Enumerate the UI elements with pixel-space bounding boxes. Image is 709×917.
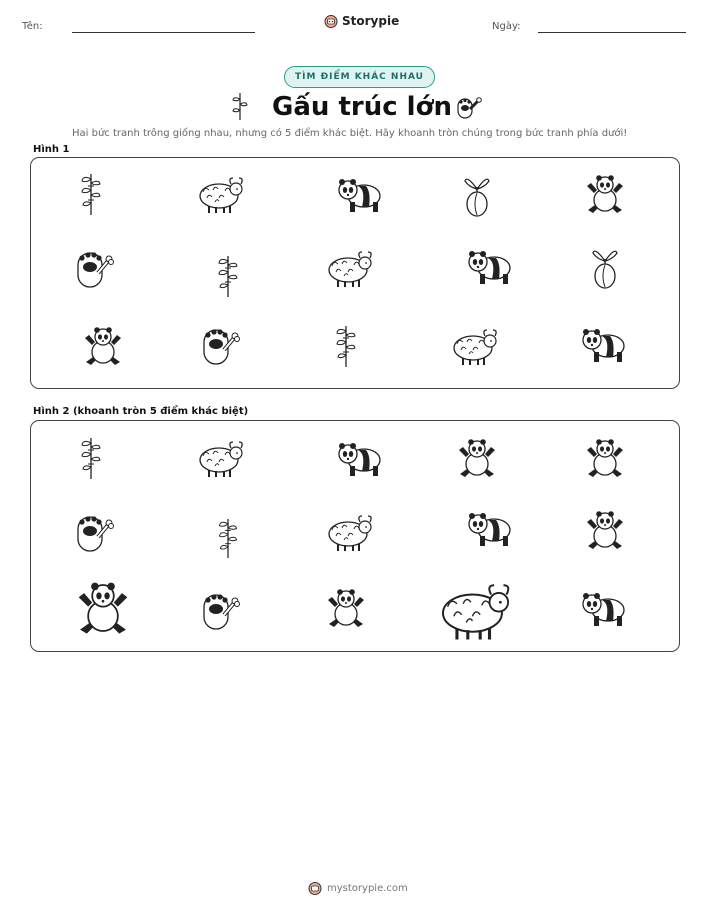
- sitting-panda-icon[interactable]: [457, 438, 497, 482]
- yak-icon: [449, 326, 499, 370]
- bamboo-icon: [335, 324, 357, 372]
- walking-panda-icon[interactable]: [336, 438, 384, 482]
- instructions: Hai bức tranh trông giống nhau, nhưng có 5 điểm khác biệt. Hãy khoanh tròn chúng trong bức tranh phía dưới!: [72, 128, 628, 139]
- sitting-panda-icon: [83, 326, 123, 370]
- bamboo-icon[interactable]: [80, 436, 102, 484]
- brand-logo: [324, 14, 399, 28]
- storypie-logo-icon: [324, 14, 338, 28]
- yak-icon: [195, 174, 245, 218]
- yak-icon[interactable]: [195, 438, 245, 482]
- sitting-panda-icon[interactable]: [326, 588, 366, 632]
- bamboo-icon: [217, 254, 239, 302]
- date-field[interactable]: [538, 32, 686, 33]
- walking-panda-icon[interactable]: [466, 508, 514, 552]
- sitting-panda-icon[interactable]: [585, 510, 625, 554]
- name-field[interactable]: [72, 32, 255, 33]
- bamboo-icon[interactable]: [218, 517, 239, 563]
- walking-panda-icon: [466, 246, 514, 290]
- worksheet-type-badge: TÌM ĐIỂM KHÁC NHAU: [284, 66, 435, 88]
- seed-sprout-icon: [461, 171, 493, 221]
- yak-icon: [324, 248, 374, 292]
- seed-sprout-icon: [589, 243, 621, 293]
- paw-bone-icon: [200, 320, 240, 370]
- walking-panda-icon: [336, 174, 384, 218]
- panel1-caption: Hình 1: [33, 144, 70, 155]
- yak-icon[interactable]: [324, 512, 374, 556]
- page-title: Gấu trúc lớn: [272, 92, 452, 122]
- paw-bone-icon: [74, 243, 114, 293]
- paw-bone-icon[interactable]: [74, 507, 114, 557]
- paw-bone-icon: [455, 91, 483, 121]
- date-label: Ngày:: [492, 21, 521, 32]
- name-label: Tên:: [22, 21, 43, 32]
- paw-bone-icon[interactable]: [200, 585, 240, 635]
- footer: [308, 881, 408, 895]
- bamboo-icon: [231, 91, 249, 121]
- yak-icon[interactable]: [435, 579, 513, 645]
- panel2-caption: Hình 2 (khoanh tròn 5 điểm khác biệt): [33, 406, 249, 417]
- footer-site: mystorypie.com: [327, 882, 408, 894]
- storypie-logo-icon: [308, 881, 322, 895]
- brand-name: Storypie: [342, 14, 400, 28]
- bamboo-icon: [80, 172, 102, 220]
- sitting-panda-icon: [585, 174, 625, 218]
- sitting-panda-icon[interactable]: [585, 438, 625, 482]
- sitting-panda-icon[interactable]: [76, 581, 130, 639]
- walking-panda-icon: [580, 324, 628, 368]
- walking-panda-icon[interactable]: [580, 588, 628, 632]
